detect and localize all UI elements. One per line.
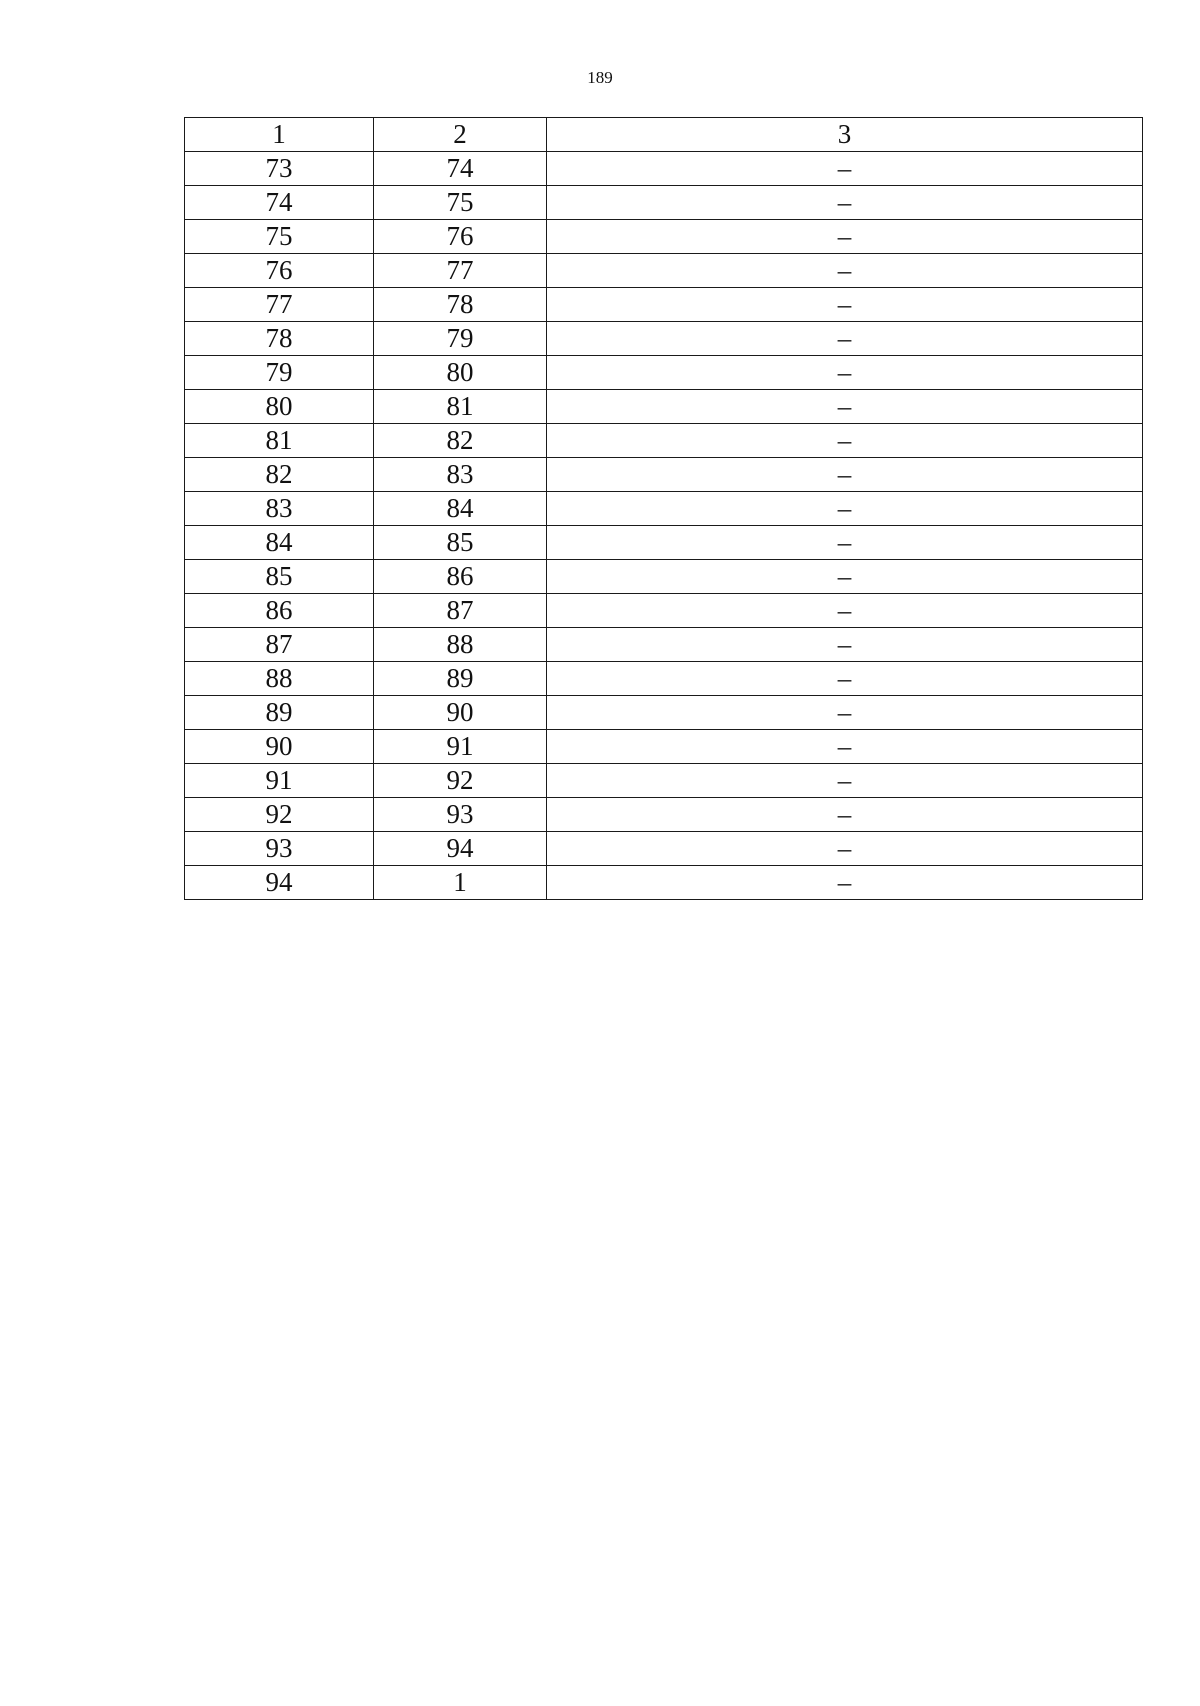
row-cell-col1: 75 xyxy=(185,220,374,254)
row-cell-col1: 76 xyxy=(185,254,374,288)
row-cell-col2: 78 xyxy=(374,288,547,322)
row-cell-col3: – xyxy=(547,628,1143,662)
row-cell-col3: – xyxy=(547,730,1143,764)
row-cell-col3: – xyxy=(547,390,1143,424)
table-row xyxy=(185,628,1143,662)
row-cell-col1: 87 xyxy=(185,628,374,662)
row-cell-col2: 93 xyxy=(374,798,547,832)
row-cell-col2: 82 xyxy=(374,424,547,458)
row-cell-col3: – xyxy=(547,288,1143,322)
row-cell-col2: 83 xyxy=(374,458,547,492)
table-row xyxy=(185,186,1143,220)
row-cell-col3: – xyxy=(547,356,1143,390)
row-cell-col3: – xyxy=(547,594,1143,628)
row-cell-col3: – xyxy=(547,152,1143,186)
page-number: 189 xyxy=(587,68,613,87)
row-cell-col2: 79 xyxy=(374,322,547,356)
row-cell-col1: 80 xyxy=(185,390,374,424)
row-cell-col2: 74 xyxy=(374,152,547,186)
row-cell-col3: – xyxy=(547,492,1143,526)
row-cell-col3: – xyxy=(547,798,1143,832)
row-cell-col2: 76 xyxy=(374,220,547,254)
row-cell-col1: 79 xyxy=(185,356,374,390)
table-row xyxy=(185,152,1143,186)
row-cell-col2: 94 xyxy=(374,832,547,866)
table-row xyxy=(185,322,1143,356)
table-row xyxy=(185,492,1143,526)
row-cell-col3: – xyxy=(547,696,1143,730)
table-row xyxy=(185,662,1143,696)
table-row xyxy=(185,254,1143,288)
table-row xyxy=(185,390,1143,424)
table-row xyxy=(185,220,1143,254)
table-row xyxy=(185,764,1143,798)
table-row xyxy=(185,696,1143,730)
table-row xyxy=(185,594,1143,628)
row-cell-col1: 78 xyxy=(185,322,374,356)
row-cell-col2: 1 xyxy=(374,866,547,900)
row-cell-col2: 89 xyxy=(374,662,547,696)
table-row xyxy=(185,866,1143,900)
table-body xyxy=(185,152,1143,900)
row-cell-col1: 89 xyxy=(185,696,374,730)
row-cell-col1: 94 xyxy=(185,866,374,900)
row-cell-col3: – xyxy=(547,832,1143,866)
row-cell-col1: 93 xyxy=(185,832,374,866)
row-cell-col1: 92 xyxy=(185,798,374,832)
row-cell-col1: 91 xyxy=(185,764,374,798)
column-header-3: 3 xyxy=(547,118,1143,152)
table-row xyxy=(185,832,1143,866)
table-row xyxy=(185,560,1143,594)
table-row xyxy=(185,730,1143,764)
table-row xyxy=(185,424,1143,458)
row-cell-col3: – xyxy=(547,254,1143,288)
row-cell-col1: 90 xyxy=(185,730,374,764)
row-cell-col2: 92 xyxy=(374,764,547,798)
row-cell-col1: 74 xyxy=(185,186,374,220)
row-cell-col2: 87 xyxy=(374,594,547,628)
row-cell-col3: – xyxy=(547,662,1143,696)
row-cell-col2: 85 xyxy=(374,526,547,560)
table-row xyxy=(185,526,1143,560)
table-row xyxy=(185,458,1143,492)
row-cell-col3: – xyxy=(547,526,1143,560)
table-header-row xyxy=(185,118,1143,152)
row-cell-col2: 75 xyxy=(374,186,547,220)
row-cell-col1: 86 xyxy=(185,594,374,628)
row-cell-col1: 84 xyxy=(185,526,374,560)
row-cell-col1: 81 xyxy=(185,424,374,458)
row-cell-col2: 80 xyxy=(374,356,547,390)
row-cell-col2: 81 xyxy=(374,390,547,424)
row-cell-col2: 77 xyxy=(374,254,547,288)
row-cell-col2: 88 xyxy=(374,628,547,662)
row-cell-col3: – xyxy=(547,322,1143,356)
row-cell-col3: – xyxy=(547,424,1143,458)
row-cell-col3: – xyxy=(547,560,1143,594)
table-row xyxy=(185,356,1143,390)
row-cell-col1: 83 xyxy=(185,492,374,526)
row-cell-col3: – xyxy=(547,220,1143,254)
row-cell-col2: 90 xyxy=(374,696,547,730)
row-cell-col3: – xyxy=(547,764,1143,798)
row-cell-col1: 82 xyxy=(185,458,374,492)
row-cell-col1: 88 xyxy=(185,662,374,696)
row-cell-col2: 91 xyxy=(374,730,547,764)
table-row xyxy=(185,798,1143,832)
row-cell-col1: 77 xyxy=(185,288,374,322)
table-row xyxy=(185,288,1143,322)
row-cell-col3: – xyxy=(547,186,1143,220)
data-table xyxy=(184,117,1143,900)
row-cell-col3: – xyxy=(547,866,1143,900)
row-cell-col2: 86 xyxy=(374,560,547,594)
row-cell-col1: 85 xyxy=(185,560,374,594)
row-cell-col2: 84 xyxy=(374,492,547,526)
column-header-2: 2 xyxy=(374,118,547,152)
row-cell-col1: 73 xyxy=(185,152,374,186)
row-cell-col3: – xyxy=(547,458,1143,492)
column-header-1: 1 xyxy=(185,118,374,152)
